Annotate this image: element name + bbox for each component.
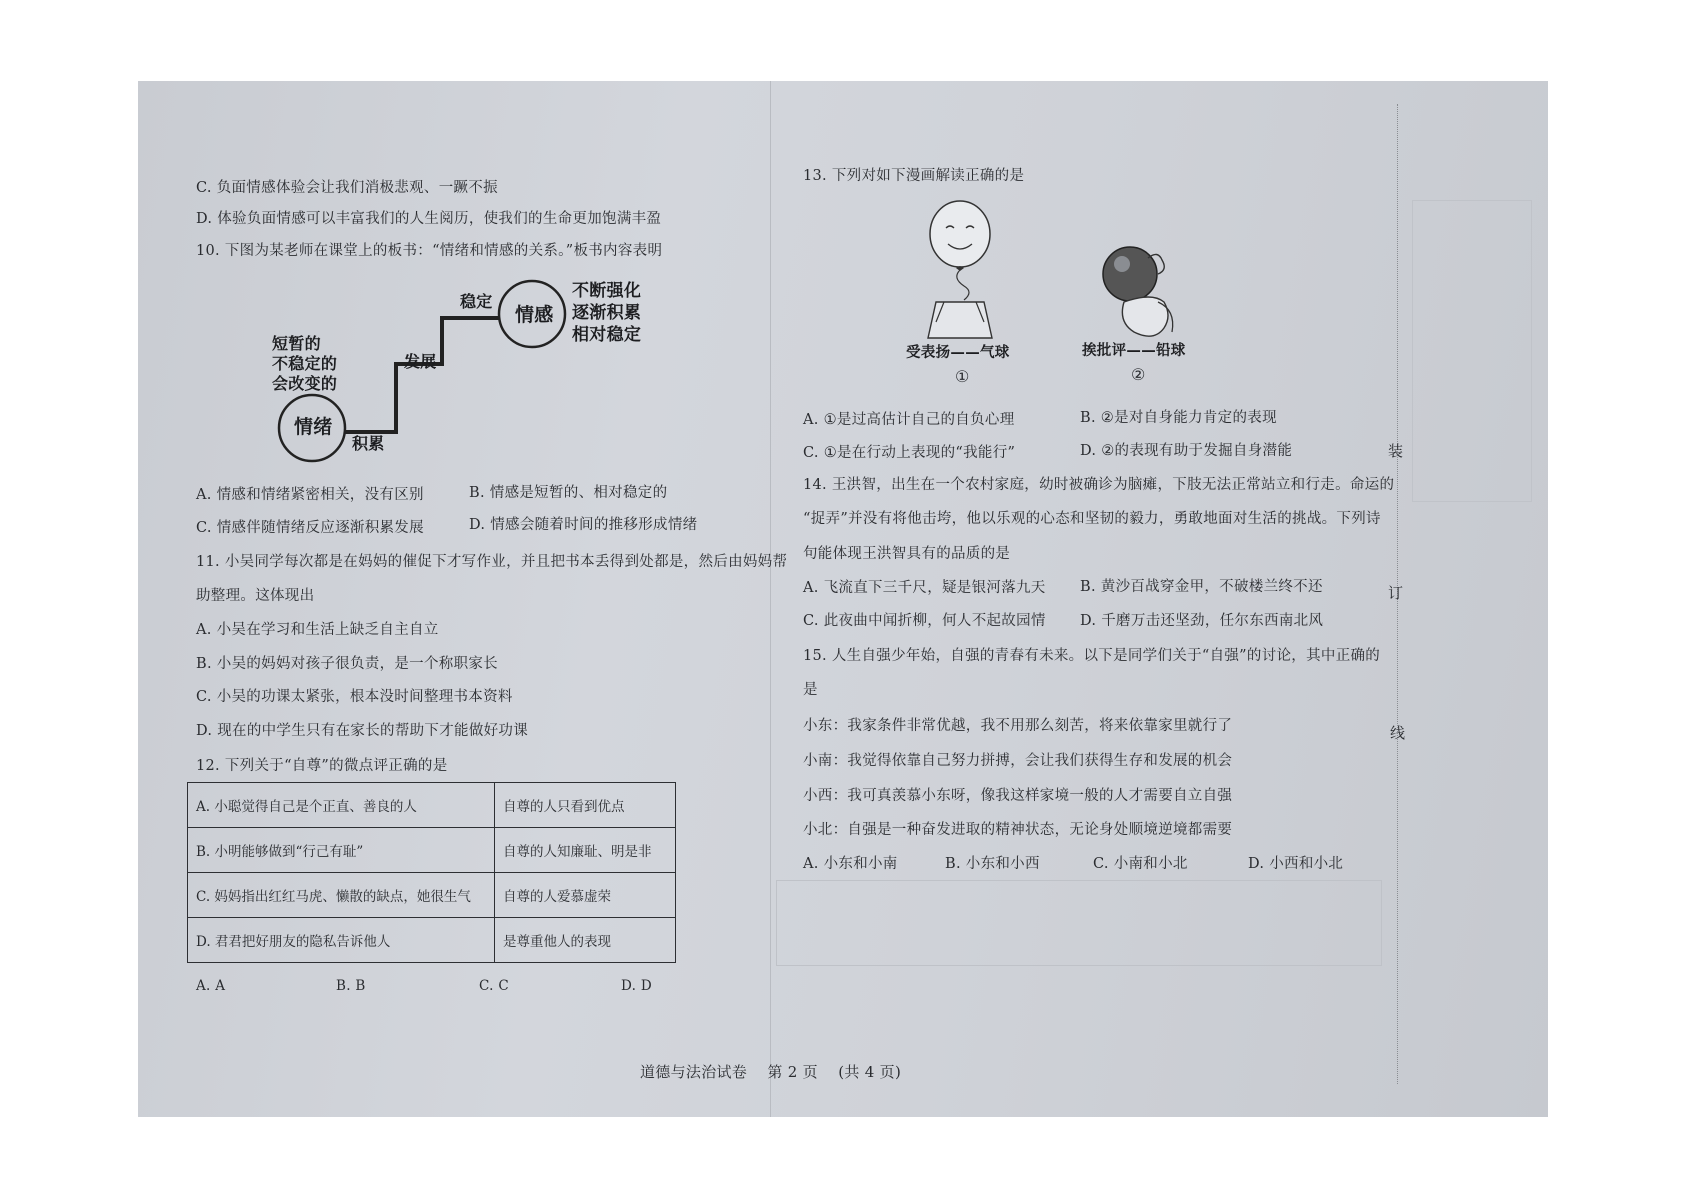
cartoon2-caption: 挨批评——铅球 [1082, 343, 1186, 359]
balloon-cartoon [900, 198, 1020, 348]
q14-option-b: B. 黄沙百战穿金甲，不破楼兰终不还 [1080, 579, 1323, 595]
q12-row-b-case: B. 小明能够做到“行己有耻” [188, 828, 495, 873]
q12-option-b: B. B [336, 978, 366, 994]
table-row [188, 873, 676, 918]
q14-option-c: C. 此夜曲中闻折柳，何人不起故园情 [803, 613, 1046, 629]
q12-option-a: A. A [196, 978, 226, 994]
q15-statement-south: 小南：我觉得依靠自己努力拼搏，会让我们获得生存和发展的机会 [803, 753, 1233, 769]
q9-option-c: C. 负面情感体验会让我们消极悲观、一蹶不振 [196, 180, 498, 196]
q13-stem: 13. 下列对如下漫画解读正确的是 [803, 168, 1025, 184]
feeling-trait-2: 逐渐积累 [572, 303, 642, 323]
q11-option-b: B. 小吴的妈妈对孩子很负责，是一个称职家长 [196, 656, 498, 672]
cartoon1-caption: 受表扬——气球 [906, 345, 1010, 361]
q12-row-d-comment: 是尊重他人的表现 [495, 918, 676, 963]
step-accumulate: 积累 [352, 434, 385, 453]
emotion-trait-3: 会改变的 [272, 374, 338, 393]
q13-option-d: D. ②的表现有助于发掘自身潜能 [1080, 443, 1293, 459]
binding-mark-ding: 订 [1388, 584, 1404, 602]
q10-option-a: A. 情感和情绪紧密相关，没有区别 [196, 487, 424, 503]
q12-table [187, 782, 676, 963]
q15-option-b: B. 小东和小西 [945, 856, 1040, 872]
staircase-line [345, 318, 499, 432]
q11-option-d: D. 现在的中学生只有在家长的帮助下才能做好功课 [196, 723, 529, 739]
bleed-through-box-2 [1412, 200, 1532, 502]
q9-option-d: D. 体验负面情感可以丰富我们的人生阅历，使我们的生命更加饱满丰盈 [196, 211, 662, 227]
q10-option-b: B. 情感是短暂的、相对稳定的 [469, 485, 668, 501]
q12-option-c: C. C [479, 978, 509, 994]
cartoon2-number: ② [1131, 365, 1146, 384]
binding-mark-zhuang: 装 [1388, 442, 1404, 460]
page-fold [770, 81, 771, 1117]
q13-option-c: C. ①是在行动上表现的“我能行” [803, 445, 1016, 461]
q12-row-c-case: C. 妈妈指出红红马虎、懒散的缺点，她很生气 [188, 873, 495, 918]
q15-statement-west: 小西：我可真羡慕小东呀，像我这样家境一般的人才需要自立自强 [803, 788, 1233, 804]
q10-option-c: C. 情感伴随情绪反应逐渐积累发展 [196, 520, 424, 536]
q12-option-d: D. D [621, 978, 652, 994]
q12-row-b-comment: 自尊的人知廉耻、明是非 [495, 828, 676, 873]
q15-statement-east: 小东：我家条件非常优越，我不用那么刻苦，将来依靠家里就行了 [803, 718, 1233, 734]
q14-line3: 句能体现王洪智具有的品质的是 [803, 546, 1011, 562]
q15-line2: 是 [803, 682, 818, 698]
table-row [188, 918, 676, 963]
q12-row-a-comment: 自尊的人只看到优点 [495, 783, 676, 828]
q13-option-b: B. ②是对自身能力肯定的表现 [1080, 410, 1277, 426]
emotion-trait-2: 不稳定的 [272, 354, 338, 373]
q14-option-a: A. 飞流直下三千尺，疑是银河落九天 [803, 580, 1046, 596]
cartoon1-number: ① [955, 367, 970, 386]
bleed-through-box [776, 880, 1382, 966]
q15-line1: 15. 人生自强少年始，自强的青春有未来。以下是同学们关于“自强”的讨论，其中正确的 [803, 648, 1381, 664]
q11-option-c: C. 小吴的功课太紧张，根本没时间整理书本资料 [196, 689, 513, 705]
step-stabilize: 稳定 [460, 292, 493, 311]
emotion-label: 情绪 [294, 416, 333, 438]
table-row [188, 783, 676, 828]
q15-option-a: A. 小东和小南 [803, 856, 898, 872]
q11-stem-line1: 11. 小吴同学每次都是在妈妈的催促下才写作业，并且把书本丢得到处都是，然后由妈妈帮 [196, 554, 788, 570]
q11-stem-line2: 助整理。这体现出 [196, 588, 315, 604]
shotput-cartoon [1088, 238, 1198, 348]
q11-option-a: A. 小吴在学习和生活上缺乏自主自立 [196, 622, 439, 638]
q14-line1: 14. 王洪智，出生在一个农村家庭，幼时被确诊为脑瘫，下肢无法正常站立和行走。命运的 [803, 477, 1395, 493]
page-footer: 道德与法治试卷 第 2 页 (共 4 页) [640, 1063, 902, 1081]
q12-row-d-case: D. 君君把好朋友的隐私告诉他人 [188, 918, 495, 963]
q13-option-a: A. ①是过高估计自己的自负心理 [803, 412, 1015, 428]
feeling-trait-3: 相对稳定 [572, 325, 642, 345]
q12-row-c-comment: 自尊的人爱慕虚荣 [495, 873, 676, 918]
q14-line2: “捉弄”并没有将他击垮，他以乐观的心态和坚韧的毅力，勇敢地面对生活的挑战。下列诗 [803, 511, 1381, 527]
q12-stem: 12. 下列关于“自尊”的微点评正确的是 [196, 758, 448, 774]
binding-mark-xian: 线 [1390, 724, 1406, 742]
table-row [188, 828, 676, 873]
q14-option-d: D. 千磨万击还坚劲，任尔东西南北风 [1080, 613, 1324, 629]
q15-statement-north: 小北：自强是一种奋发进取的精神状态，无论身处顺境逆境都需要 [803, 822, 1233, 838]
feeling-trait-1: 不断强化 [572, 281, 642, 301]
q15-option-c: C. 小南和小北 [1093, 856, 1188, 872]
emotion-trait-1: 短暂的 [272, 334, 321, 353]
q12-row-a-case: A. 小聪觉得自己是个正直、善良的人 [188, 783, 495, 828]
q15-option-d: D. 小西和小北 [1248, 856, 1344, 872]
feeling-label: 情感 [515, 304, 554, 326]
q10-option-d: D. 情感会随着时间的推移形成情绪 [469, 517, 698, 533]
q10-stem: 10. 下图为某老师在课堂上的板书：“情绪和情感的关系。”板书内容表明 [196, 243, 663, 259]
step-develop: 发展 [404, 352, 437, 371]
